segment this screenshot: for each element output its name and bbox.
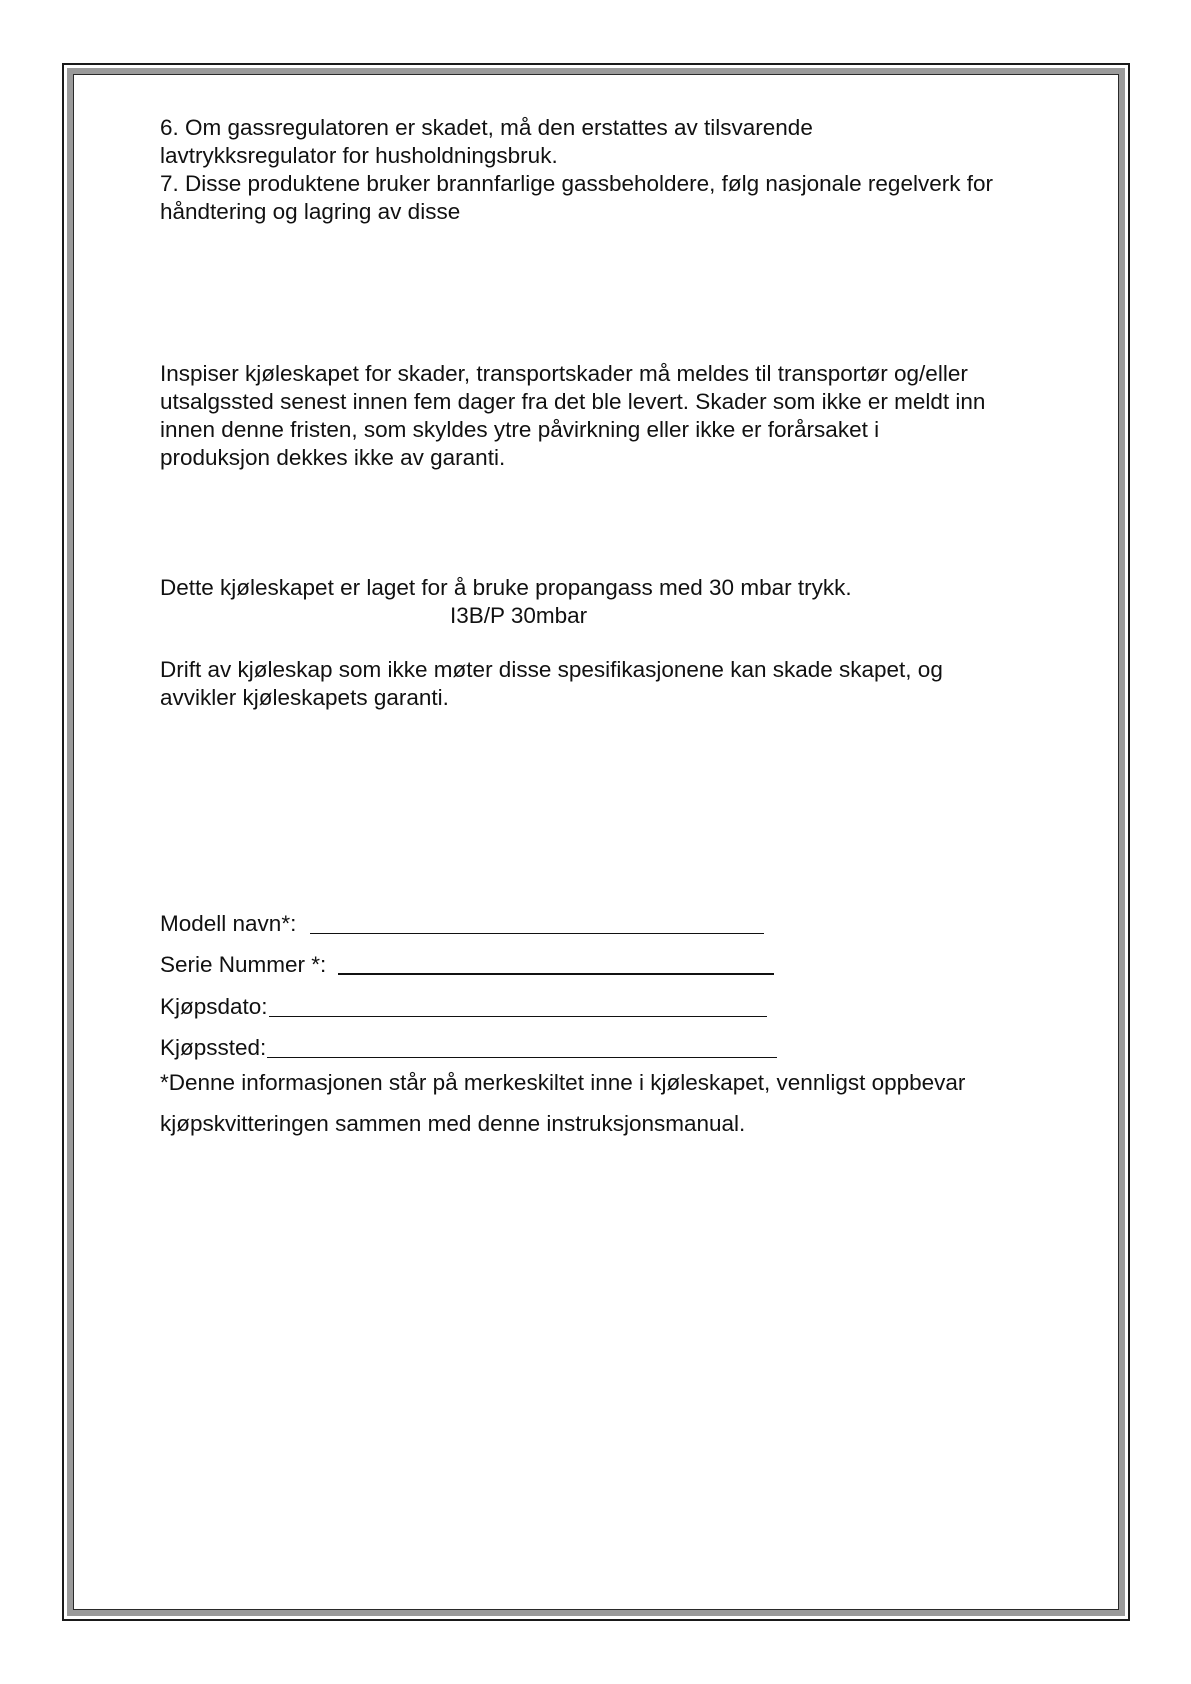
purchase-date-field[interactable] — [269, 994, 767, 1017]
warning-item-6-line-1: 6. Om gassregulatoren er skadet, må den erstattes av tilsvarende — [160, 115, 813, 140]
gas-statement: Dette kjøleskapet er laget for å bruke propangass med 30 mbar trykk. — [160, 575, 852, 600]
inspection-line-1: Inspiser kjøleskapet for skader, transportskader må meldes til transportør og/eller — [160, 361, 968, 386]
safety-warnings — [160, 114, 1060, 226]
purchase-date-label: Kjøpsdato: — [160, 993, 268, 1019]
model-name-row — [160, 896, 1060, 938]
warning-item-7-line-1: 7. Disse produktene bruker brannfarlige gassbeholdere, følg nasjonale regelverk for — [160, 171, 993, 196]
model-name-field[interactable] — [310, 911, 764, 934]
operation-line-2: avvikler kjøleskapets garanti. — [160, 685, 449, 710]
page-border-inner-line — [73, 74, 1119, 1610]
inspection-line-4: produksjon dekkes ikke av garanti. — [160, 445, 506, 470]
page-border — [62, 63, 1130, 1621]
serial-number-field[interactable] — [338, 951, 774, 975]
inspection-paragraph — [160, 360, 1060, 472]
purchase-date-row — [160, 979, 1060, 1021]
info-note-line-2: kjøpskvitteringen sammen med denne instruksjonsmanual. — [160, 1111, 746, 1136]
purchase-place-label: Kjøpssted: — [160, 1035, 267, 1060]
operation-warning — [160, 656, 1060, 712]
gas-spec: I3B/P 30mbar — [450, 603, 588, 628]
serial-number-label: Serie Nummer *: — [160, 952, 327, 977]
inspection-line-2: utsalgssted senest innen fem dager fra det ble levert. Skader som ikke er meldt inn — [160, 389, 986, 414]
purchase-place-field[interactable] — [267, 1035, 777, 1058]
model-name-label: Modell navn*: — [160, 910, 297, 936]
inspection-line-3: innen denne fristen, som skyldes ytre påvirkning eller ikke er forårsaket i — [160, 417, 880, 442]
serial-number-row — [160, 938, 1060, 980]
purchase-place-row — [160, 1021, 1060, 1063]
warning-item-7-line-2: håndtering og lagring av disse — [160, 199, 461, 224]
operation-line-1: Drift av kjøleskap som ikke møter disse spesifikasjonene kan skade skapet, og — [160, 657, 943, 682]
gas-requirements — [160, 574, 1060, 630]
purchase-info-form — [160, 896, 1060, 1062]
info-note-line-1: *Denne informasjonen står på merkeskiltet inne i kjøleskapet, vennligst oppbevar — [160, 1070, 966, 1095]
info-note — [160, 1062, 1060, 1144]
warning-item-6-line-2: lavtrykksregulator for husholdningsbruk. — [160, 143, 558, 168]
